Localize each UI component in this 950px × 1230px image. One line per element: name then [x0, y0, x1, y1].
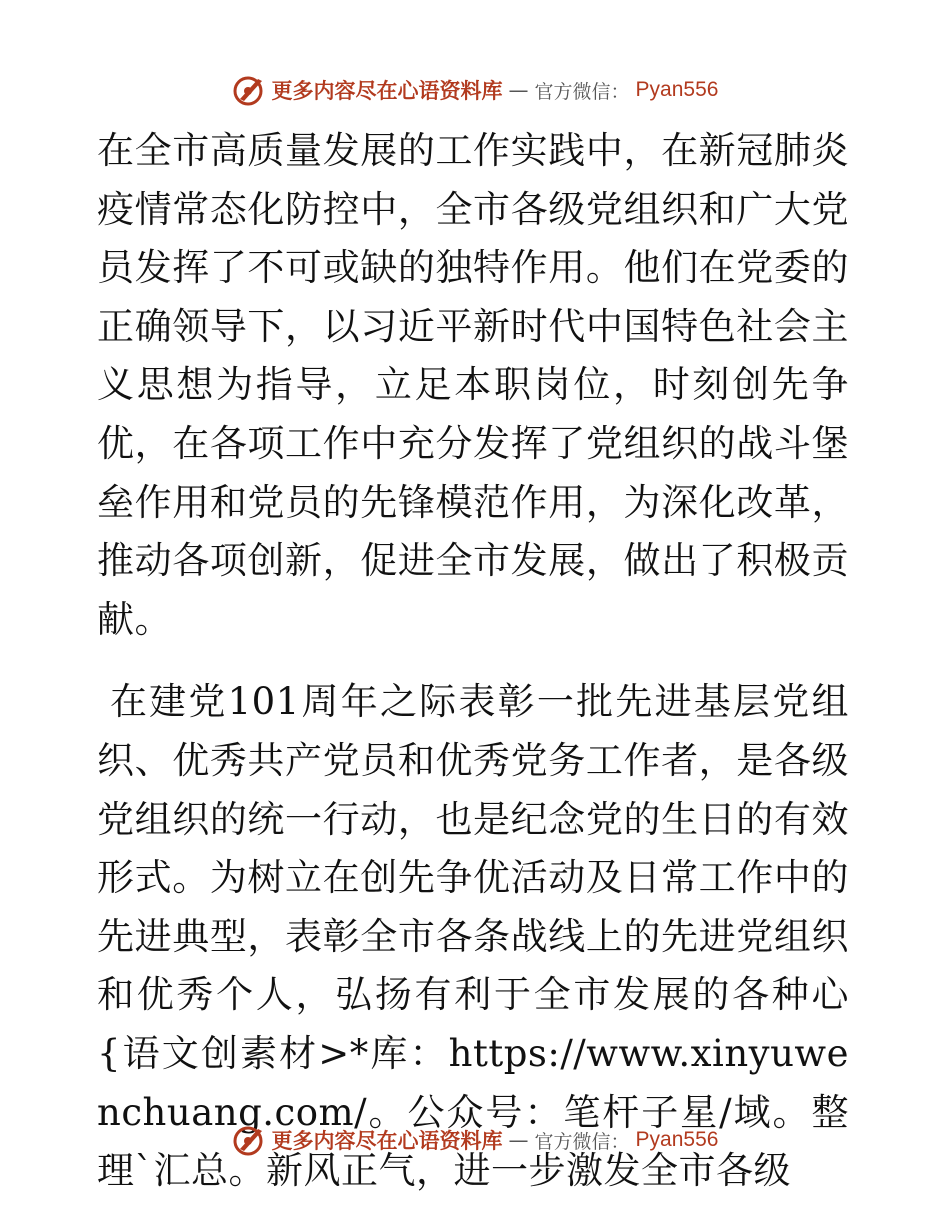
red-quill-logo-icon	[232, 73, 266, 107]
header-site-text: 更多内容尽在心语资料库	[271, 78, 503, 103]
header-separator: —	[508, 78, 529, 102]
document-body	[97, 122, 849, 1201]
body-paragraph-2: 在建党101周年之际表彰一批先进基层党组织、优秀共产党员和优秀党务工作者，是各级党组织的统一行动，也是纪念党的生日的有效形式。为树立在创先争优活动及日常工作中的先进典型，表彰全市各条战线上的先进党组织和优秀个人，弘扬有利于全市发展的各种心{语文创素材>*库：https://www.xinyuwenchuang.com/。公众号：笔杆子星/域。整理`汇总。新风正气，进一步激发全市各级	[97, 680, 849, 1193]
footer-banner	[0, 1120, 950, 1160]
header-wechat-label: 官方微信：	[534, 80, 630, 103]
footer-site-text: 更多内容尽在心语资料库	[271, 1128, 503, 1153]
body-paragraph-1: 在全市高质量发展的工作实践中，在新冠肺炎疫情常态化防控中，全市各级党组织和广大党员发挥了不可或缺的独特作用。他们在党委的正确领导下，以习近平新时代中国特色社会主义思想为指导，立足本职岗位，时刻创先争优，在各项工作中充分发挥了党组织的战斗堡垒作用和党员的先锋模范作用，为深化改革，推动各项创新，促进全市发展，做出了积极贡献。	[97, 129, 849, 641]
footer-wechat-label: 官方微信：	[534, 1130, 630, 1153]
red-quill-logo-icon	[232, 1123, 266, 1157]
footer-separator: —	[508, 1128, 529, 1152]
header-banner	[0, 70, 950, 110]
header-wechat-id: Pyan556	[635, 78, 719, 101]
footer-wechat-id: Pyan556	[635, 1128, 719, 1151]
